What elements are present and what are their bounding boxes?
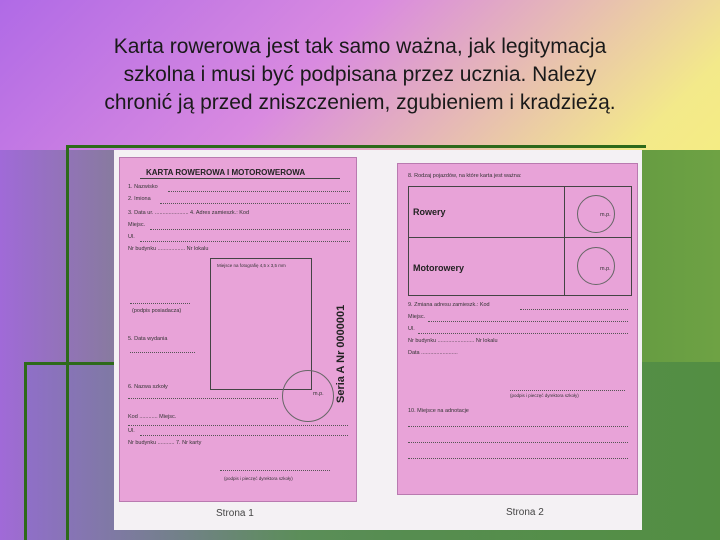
card-page-1 — [119, 157, 357, 502]
serial-number: Seria A Nr 0000001 — [335, 304, 347, 403]
card-title: KARTA ROWEROWA I MOTOROWEROWA — [146, 168, 306, 177]
card-field: 2. Imiona — [128, 196, 151, 202]
decor-line — [66, 145, 646, 148]
director-signature: (podpis i pieczęć dyrektora szkoły) — [510, 393, 579, 398]
category-mopeds: Motorowery — [413, 263, 465, 273]
category-bicycles: Rowery — [413, 207, 446, 217]
card-field: Nr budynku ........... 7. Nr karty — [128, 440, 202, 446]
card-field: Miejsc. — [408, 314, 426, 320]
stamp-label: m.p. — [600, 266, 611, 272]
card-field: Data ........................ — [408, 350, 458, 356]
card-field: Miejsc. — [128, 222, 146, 228]
vehicle-type-header: 8. Rodzaj pojazdów, na które karta jest ważna: — [408, 173, 522, 179]
decor-line — [24, 362, 27, 540]
decor-line — [24, 362, 119, 365]
signature-label: (podpis posiadacza) — [132, 308, 182, 314]
card-field: Ul. — [128, 428, 135, 434]
caption-line: szkolna i musi być podpisana przez ucznia. Należy — [123, 63, 597, 86]
school-name: 6. Nazwa szkoły — [128, 384, 168, 390]
card-field: 3. Data ur. ...................... 4. Adres zamieszk.: Kod — [128, 210, 250, 216]
card-field: Kod ............ Miejsc. — [128, 414, 177, 420]
decor-line — [66, 145, 69, 540]
photo-label: Miejsce na fotografię 4,5 x 3,5 mm — [217, 263, 286, 268]
card-field: Nr budynku ........................ Nr lokalu — [408, 338, 498, 344]
stamp-circle — [577, 247, 615, 285]
category-table — [408, 186, 632, 296]
card-field: 1. Nazwisko — [128, 184, 158, 190]
issue-date: 5. Data wydania — [128, 336, 168, 342]
page-label: Strona 2 — [506, 507, 544, 518]
card-field: Ul. — [128, 234, 135, 240]
page-label: Strona 1 — [216, 508, 254, 519]
stamp-label: m.p. — [313, 391, 324, 397]
stamp-circle — [282, 370, 334, 422]
caption-line: Karta rowerowa jest tak samo ważna, jak legitymacja — [113, 35, 607, 58]
stamp-circle — [577, 195, 615, 233]
notes-field: 10. Miejsce na adnotacje — [408, 408, 469, 414]
card-page-2 — [397, 163, 638, 495]
card-field: Nr budynku .................. Nr lokalu — [128, 246, 209, 252]
address-change: 9. Zmiana adresu zamieszk.: Kod — [408, 302, 490, 308]
slide-caption — [30, 33, 690, 117]
director-signature: (podpis i pieczęć dyrektora szkoły) — [224, 476, 293, 481]
caption-line: chronić ją przed zniszczeniem, zgubieniem i kradzieżą. — [104, 91, 616, 114]
stamp-label: m.p. — [600, 212, 611, 218]
photo-placeholder — [210, 258, 312, 390]
card-field: Ul. — [408, 326, 415, 332]
